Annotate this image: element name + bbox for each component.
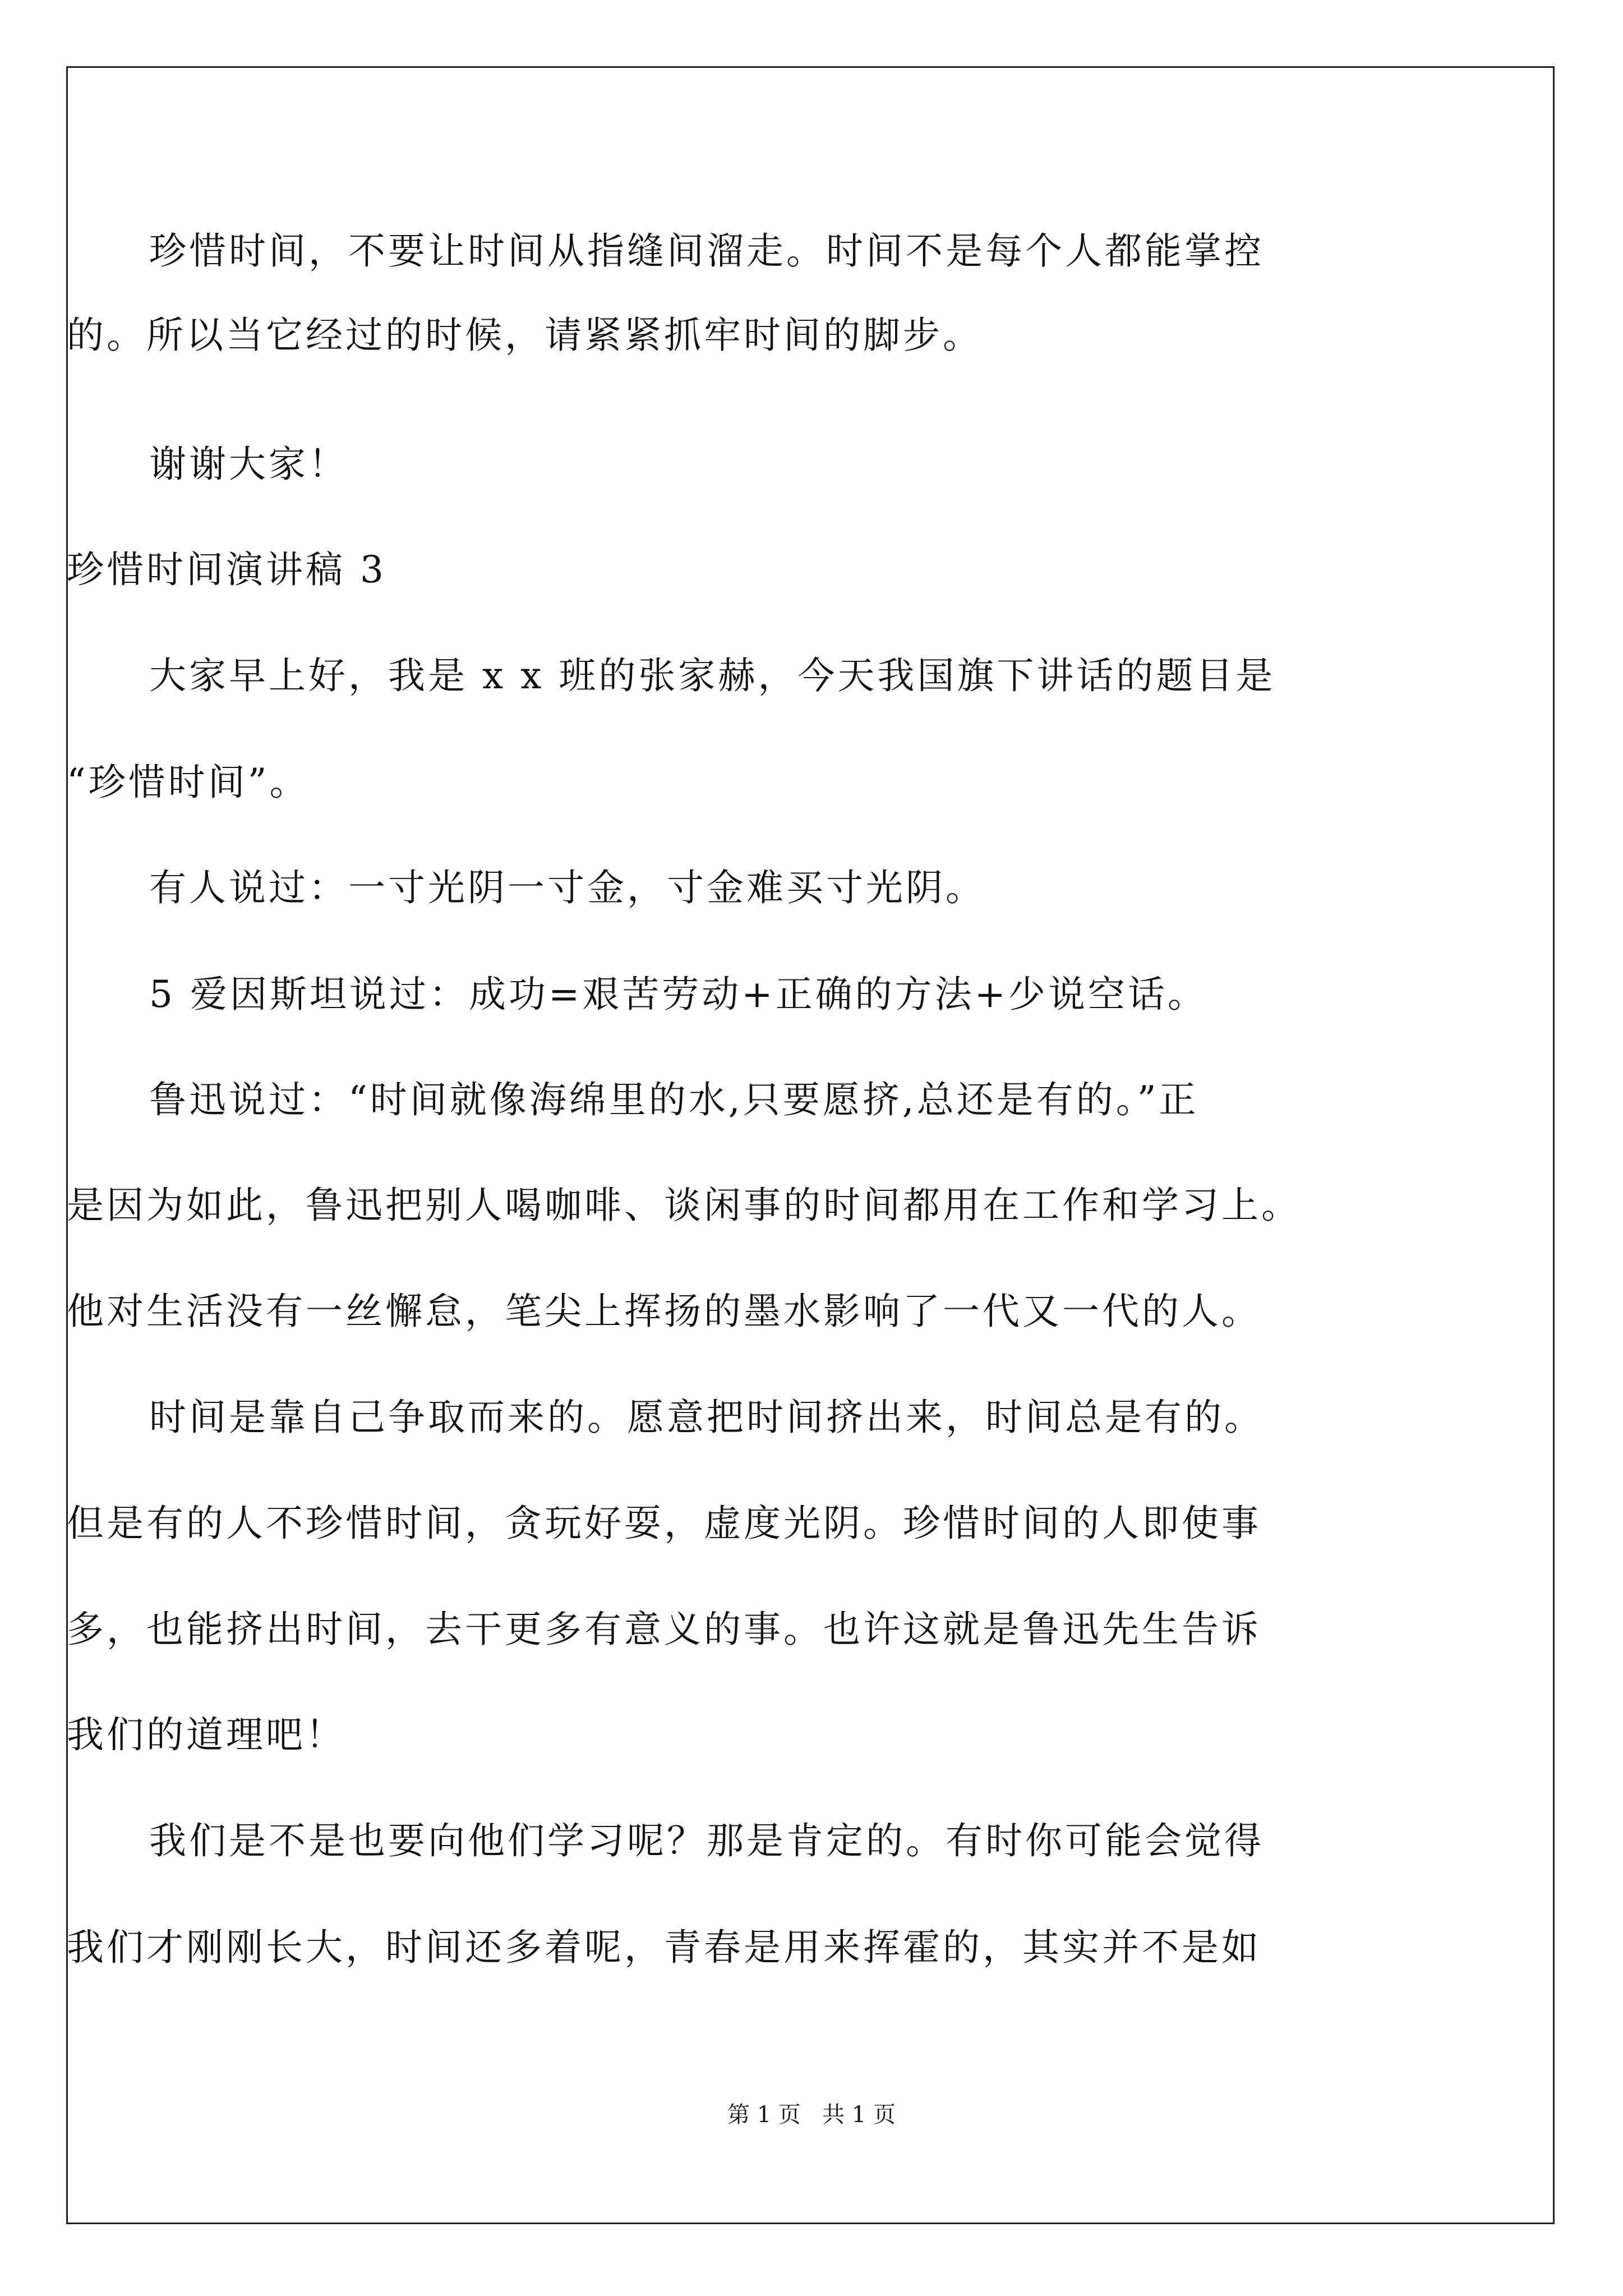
text-line: 有人说过：一寸光阴一寸金，寸金难买寸光阴。 — [149, 866, 985, 909]
page-footer: 第 1 页 共 1 页 — [727, 2102, 896, 2128]
text-line: 多，也能挤出时间，去干更多有意义的事。也许这就是鲁迅先生告诉 — [67, 1608, 1261, 1651]
text-line: 谢谢大家！ — [149, 443, 348, 486]
section-heading: 珍惜时间演讲稿 3 — [67, 548, 386, 591]
text-line: 我们才刚刚长大，时间还多着呢，青春是用来挥霍的，其实并不是如 — [67, 1926, 1261, 1969]
text-line: 5 爱因斯坦说过：成功=艰苦劳动+正确的方法+少说空话。 — [149, 973, 1207, 1016]
page-frame — [66, 66, 1555, 2224]
text-line: 鲁迅说过：“时间就像海绵里的水,只要愿挤,总还是有的。”正 — [149, 1078, 1199, 1121]
text-line: 我们是不是也要向他们学习呢？那是肯定的。有时你可能会觉得 — [149, 1819, 1264, 1862]
text-line: 珍惜时间，不要让时间从指缝间溜走。时间不是每个人都能掌控 — [149, 229, 1264, 273]
text-line: 但是有的人不珍惜时间，贪玩好耍，虚度光阴。珍惜时间的人即使事 — [67, 1502, 1261, 1545]
text-line: 大家早上好，我是 x x 班的张家赫，今天我国旗下讲话的题目是 — [149, 654, 1276, 697]
text-line: 他对生活没有一丝懈怠，笔尖上挥扬的墨水影响了一代又一代的人。 — [67, 1290, 1261, 1333]
text-line: 时间是靠自己争取而来的。愿意把时间挤出来，时间总是有的。 — [149, 1396, 1264, 1439]
text-line: 的。所以当它经过的时候，请紧紧抓牢时间的脚步。 — [67, 314, 983, 357]
text-line: 我们的道理吧！ — [67, 1713, 345, 1756]
text-line: 是因为如此，鲁迅把别人喝咖啡、谈闲事的时间都用在工作和学习上。 — [67, 1184, 1301, 1227]
text-line: “珍惜时间”。 — [67, 761, 310, 804]
